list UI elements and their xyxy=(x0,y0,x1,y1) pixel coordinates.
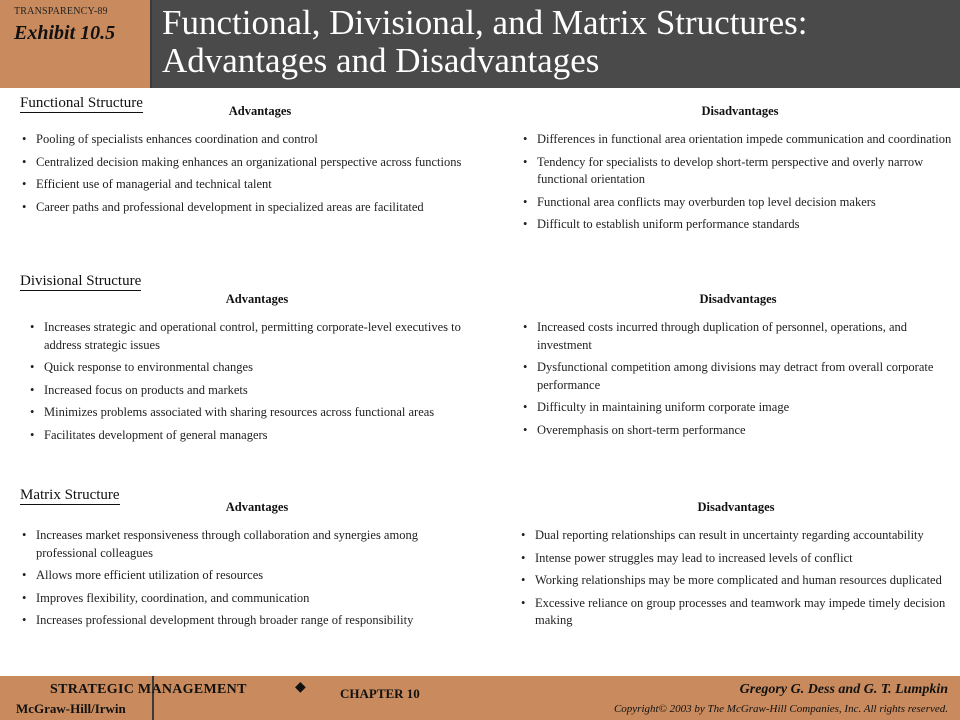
footer-bar xyxy=(0,676,960,720)
list-item: • Dysfunctional competition among divisions may detract from overall corporate performance xyxy=(521,359,941,394)
functional-advantages-heading: Advantages xyxy=(228,104,292,118)
exhibit-label: Exhibit 10.5 xyxy=(14,22,116,44)
list-item: • Tendency for specialists to develop short-term perspective and overly narrow functional orientation xyxy=(521,154,957,189)
list-item: • Excessive reliance on group processes and teamwork may impede timely decision making xyxy=(519,595,949,630)
list-item: • Centralized decision making enhances an organizational perspective across functions xyxy=(20,154,490,172)
functional-section-title: Functional Structure xyxy=(20,95,143,111)
list-item: • Pooling of specialists enhances coordination and control xyxy=(20,131,490,149)
list-item: • Improves flexibility, coordination, and communication xyxy=(20,590,480,608)
publisher-label: McGraw-Hill/Irwin xyxy=(16,701,126,716)
list-item: • Working relationships may be more complicated and human resources duplicated xyxy=(519,572,949,590)
list-item: • Allows more efficient utilization of resources xyxy=(20,567,480,585)
list-item: • Minimizes problems associated with sharing resources across functional areas xyxy=(28,404,494,422)
page-title xyxy=(162,4,958,80)
list-item: • Career paths and professional development in specialized areas are facilitated xyxy=(20,199,490,217)
divisional-advantages-list xyxy=(28,319,494,449)
transparency-label: TRANSPARENCY-89 xyxy=(14,6,108,17)
strategic-management-label: STRATEGIC MANAGEMENT xyxy=(50,682,247,697)
matrix-advantages-heading: Advantages xyxy=(225,500,289,514)
list-item: • Intense power struggles may lead to increased levels of conflict xyxy=(519,550,949,568)
exhibit-box xyxy=(0,0,152,88)
list-item: • Dual reporting relationships can result in uncertainty regarding accountability xyxy=(519,527,949,545)
functional-advantages-list xyxy=(20,131,490,221)
list-item: • Efficient use of managerial and technical talent xyxy=(20,176,490,194)
list-item: • Increased costs incurred through duplication of personnel, operations, and investment xyxy=(521,319,941,354)
functional-disadvantages-list xyxy=(521,131,957,239)
divisional-disadvantages-list xyxy=(521,319,941,444)
divisional-advantages-heading: Advantages xyxy=(225,292,289,306)
diamond-icon: ◆ xyxy=(295,680,306,695)
matrix-section-title: Matrix Structure xyxy=(20,487,120,503)
divisional-section-title: Divisional Structure xyxy=(20,273,142,289)
matrix-advantages-list xyxy=(20,527,480,635)
title-line-2: Advantages and Disadvantages xyxy=(162,41,600,80)
list-item: • Increases professional development through broader range of responsibility xyxy=(20,612,480,630)
list-item: • Differences in functional area orientation impede communication and coordination xyxy=(521,131,957,149)
copyright-label: Copyright© 2003 by The McGraw-Hill Companies, Inc. All rights reserved. xyxy=(613,703,948,715)
chapter-label: CHAPTER 10 xyxy=(340,686,420,701)
list-item: • Increases market responsiveness through collaboration and synergies among professional colleagues xyxy=(20,527,480,562)
list-item: • Increases strategic and operational control, permitting corporate-level executives to address strategic issues xyxy=(28,319,494,354)
list-item: • Overemphasis on short-term performance xyxy=(521,422,941,440)
list-item: • Quick response to environmental changes xyxy=(28,359,494,377)
list-item: • Facilitates development of general managers xyxy=(28,427,494,445)
list-item: • Difficult to establish uniform performance standards xyxy=(521,216,957,234)
header-bar xyxy=(0,0,960,88)
functional-disadvantages-heading: Disadvantages xyxy=(701,104,779,118)
title-line-1: Functional, Divisional, and Matrix Structures: xyxy=(162,3,808,42)
matrix-disadvantages-heading: Disadvantages xyxy=(697,500,775,514)
matrix-disadvantages-list xyxy=(519,527,949,635)
authors-label: Gregory G. Dess and G. T. Lumpkin xyxy=(739,682,948,697)
list-item: • Increased focus on products and markets xyxy=(28,382,494,400)
divisional-disadvantages-heading: Disadvantages xyxy=(699,292,777,306)
list-item: • Functional area conflicts may overburden top level decision makers xyxy=(521,194,957,212)
list-item: • Difficulty in maintaining uniform corporate image xyxy=(521,399,941,417)
